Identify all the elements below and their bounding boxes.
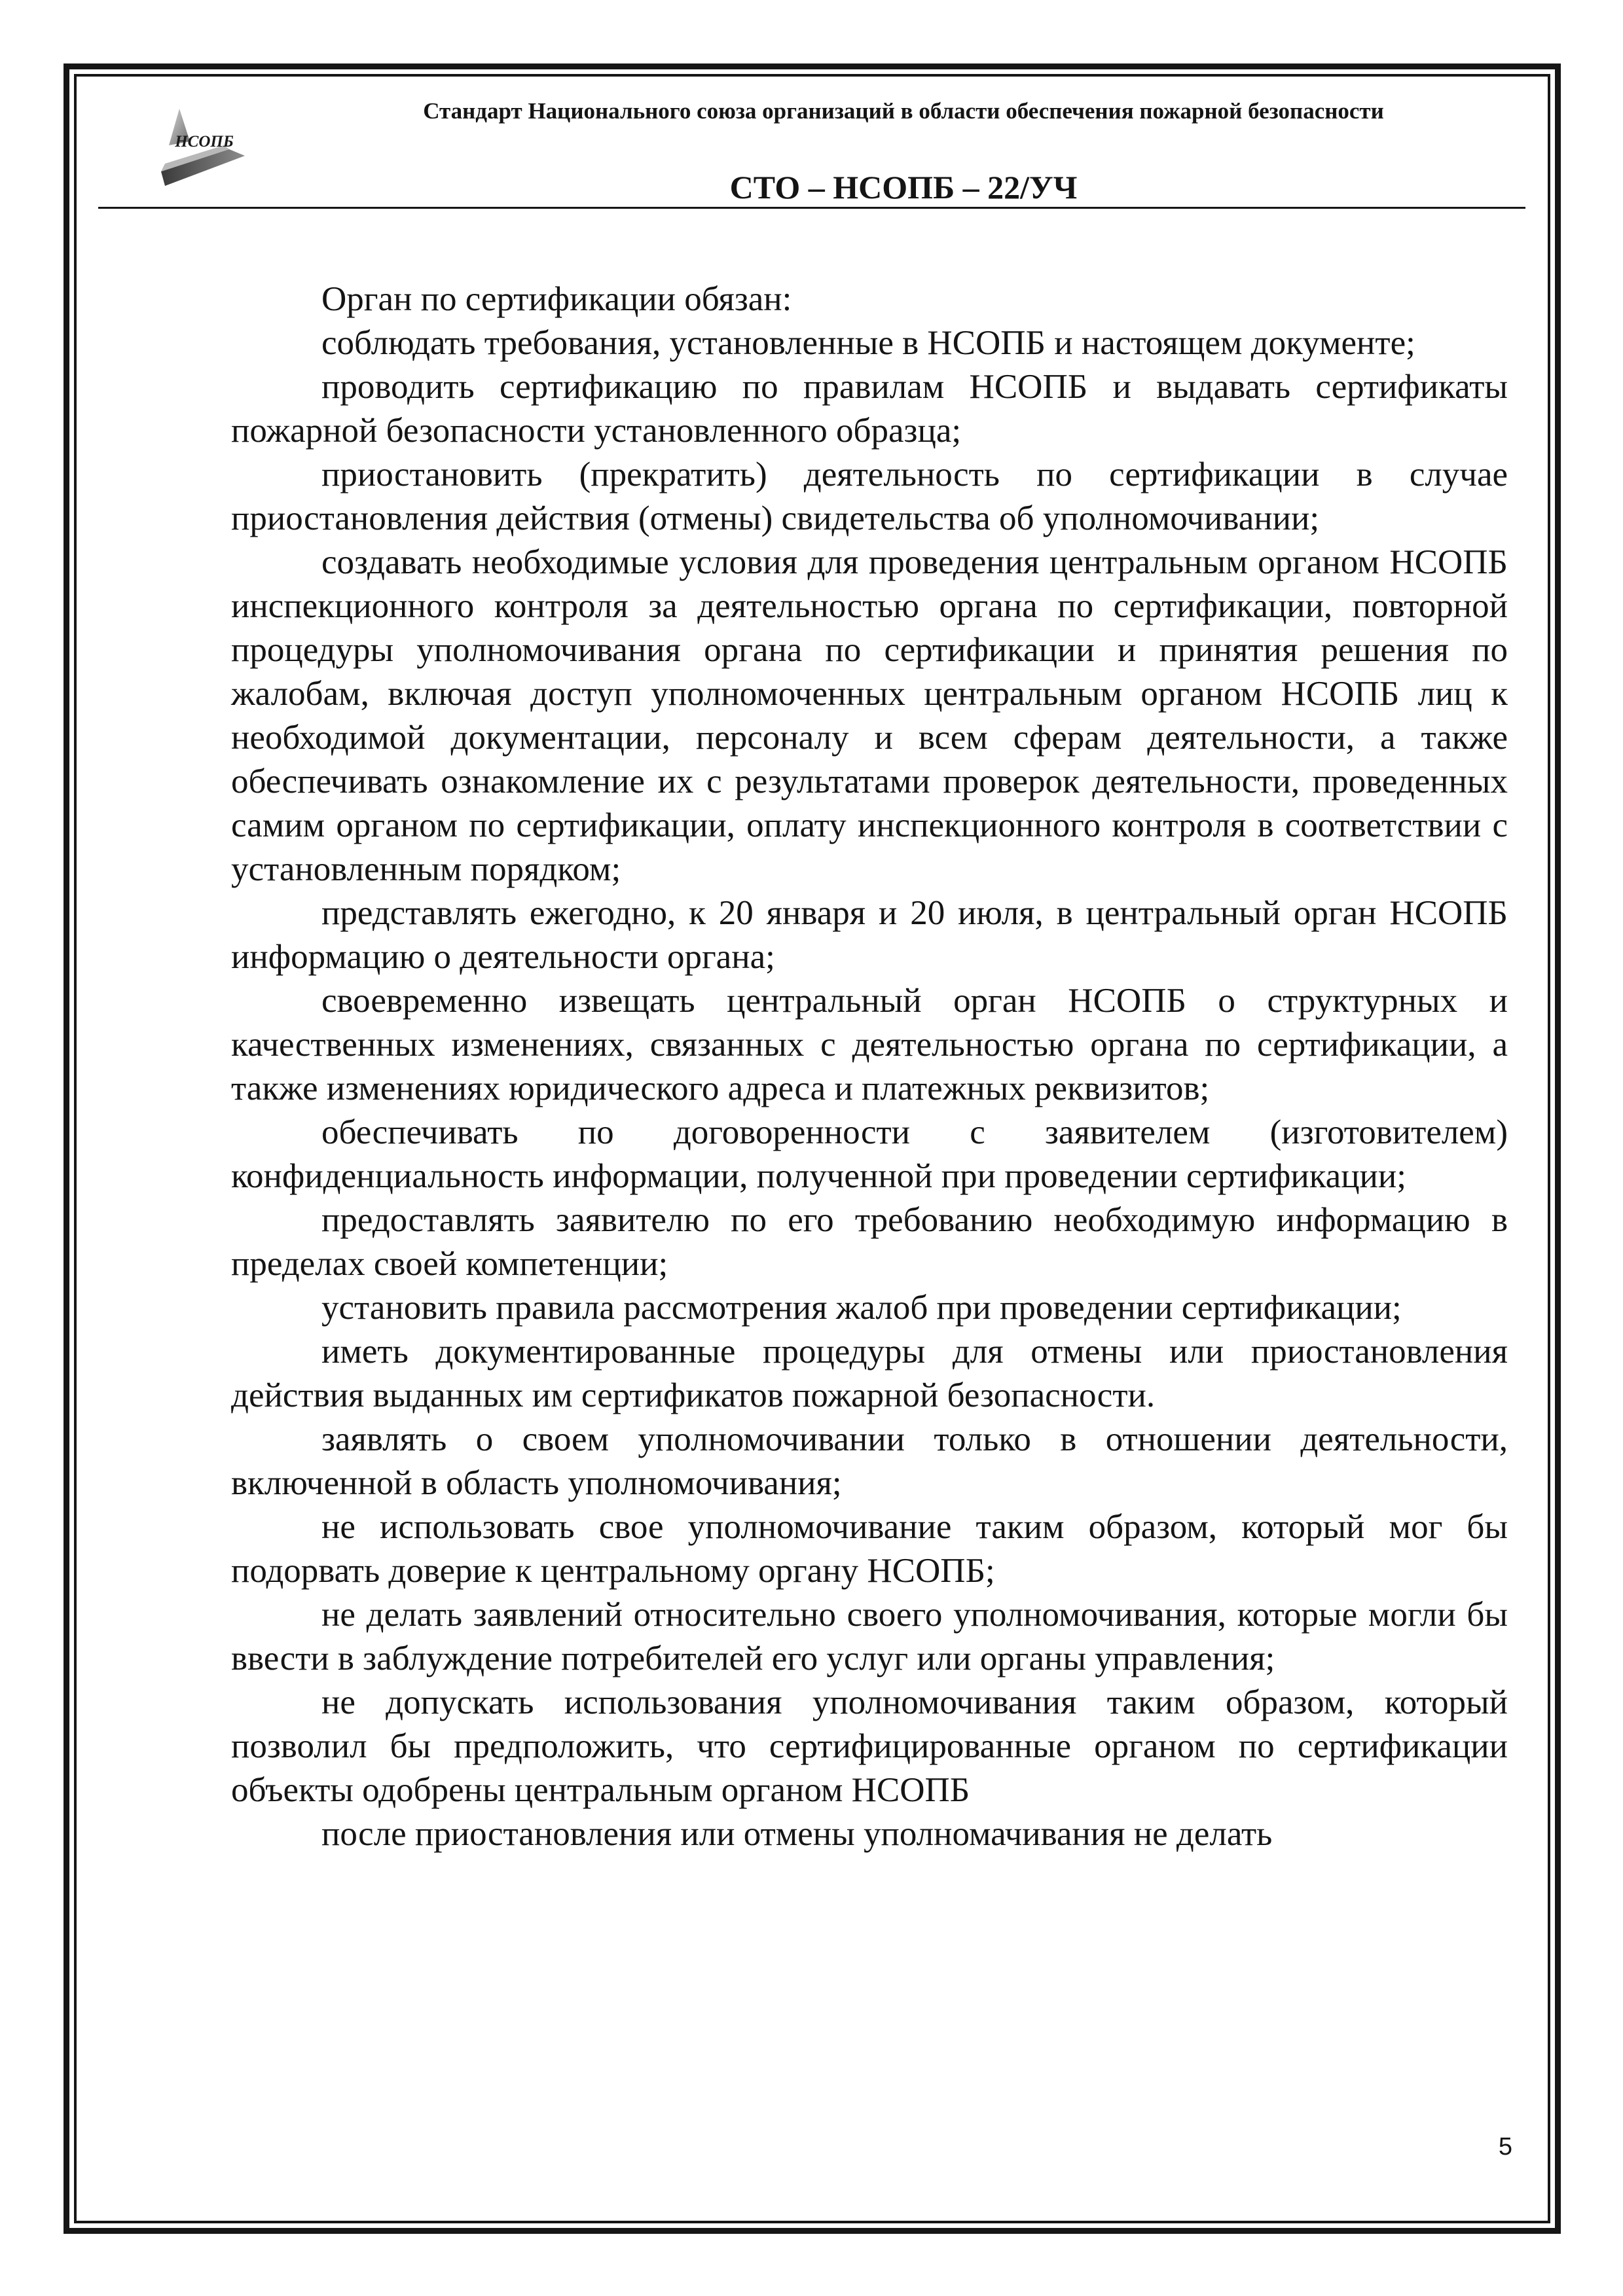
document-body <box>231 278 1508 1856</box>
paragraph: не использовать свое уполномочивание таким образом, который мог бы подорвать доверие к центральному органу НСОПБ; <box>231 1508 1508 1590</box>
paragraph: соблюдать требования, установленные в НСОПБ и настоящем документе; <box>321 324 1415 362</box>
paragraph: после приостановления или отмены уполномачивания не делать <box>321 1815 1273 1853</box>
standard-title: Стандарт Национального союза организаций в области обеспечения пожарной безопасности <box>423 98 1384 124</box>
paragraph: Орган по сертификации обязан: <box>321 280 792 318</box>
paragraph: заявлять о своем уполномочивании только в отношении деятельности, включенной в область уполномочивания; <box>231 1420 1508 1502</box>
paragraph: обеспечивать по договоренности с заявителем (изготовителем) конфиденциальность информации, полученной при проведении сертификации; <box>231 1113 1508 1195</box>
logo-text: НСОПБ <box>175 133 234 151</box>
paragraph: не делать заявлений относительно своего уполномочивания, которые могли бы ввести в заблуждение потребителей его услуг или органы управления; <box>231 1596 1508 1677</box>
header-divider <box>98 207 1525 209</box>
paragraph: предоставлять заявителю по его требованию необходимую информацию в пределах своей компетенции; <box>231 1201 1508 1283</box>
nsopb-logo-icon <box>156 103 247 190</box>
document-code: СТО – НСОПБ – 22/УЧ <box>729 169 1078 206</box>
page-number: 5 <box>1498 2133 1512 2161</box>
paragraph: проводить сертификацию по правилам НСОПБ и выдавать сертификаты пожарной безопасности установленного образца; <box>231 368 1508 450</box>
paragraph: приостановить (прекратить) деятельность по сертификации в случае приостановления действия (отмены) свидетельства об уполномочивании; <box>231 456 1508 537</box>
paragraph: создавать необходимые условия для проведения центральным органом НСОПБ инспекционного контроля за деятельностью органа по сертификации, повторной процедуры уполномочивания органа по сертификации и принятия решения по жалобам, включая доступ уполномоченных центральным органом НСОПБ лиц к необходимой документации, персоналу и всем сферам деятельности, а также обеспечивать ознакомление их с результатами проверок деятельности, проведенных самим органом по сертификации, оплату инспекционного контроля в соответствии с установленным порядком; <box>231 543 1508 888</box>
paragraph: представлять ежегодно, к 20 января и 20 июля, в центральный орган НСОПБ информацию о деятельности органа; <box>231 894 1508 976</box>
paragraph: установить правила рассмотрения жалоб при проведении сертификации; <box>321 1289 1402 1327</box>
paragraph: своевременно извещать центральный орган НСОПБ о структурных и качественных изменениях, связанных с деятельностью органа по сертификации, а также изменениях юридического адреса и платежных реквизитов; <box>231 982 1508 1107</box>
paragraph: иметь документированные процедуры для отмены или приостановления действия выданных им сертификатов пожарной безопасности. <box>231 1333 1508 1414</box>
paragraph: не допускать использования уполномочивания таким образом, который позволил бы предположить, что сертифицированные органом по сертификации объекты одобрены центральным органом НСОПБ <box>231 1683 1508 1809</box>
